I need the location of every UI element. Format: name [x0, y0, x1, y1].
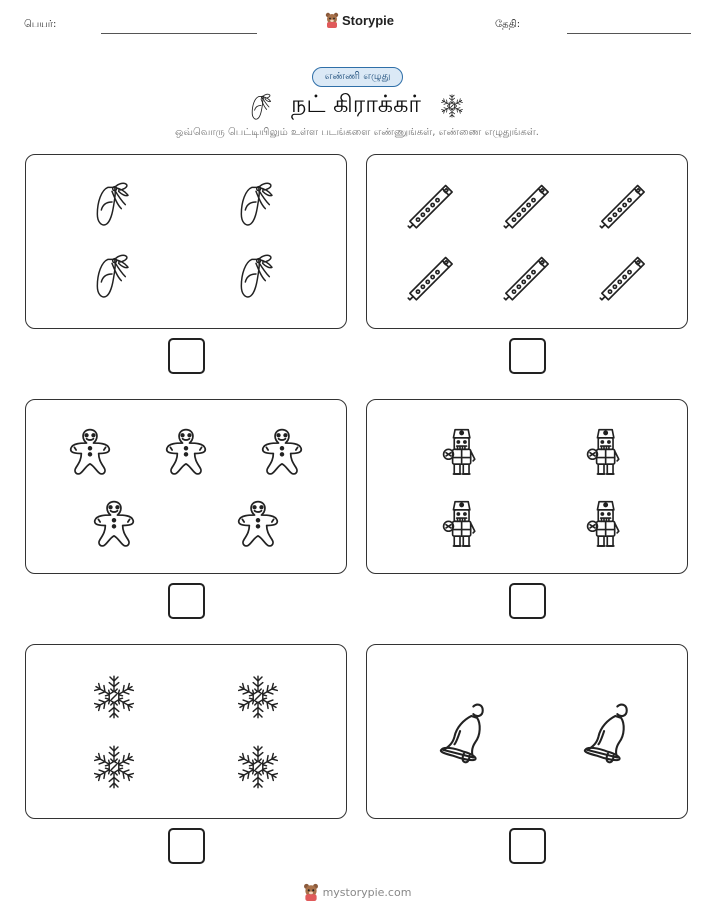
nutcracker-soldier-icon	[581, 496, 627, 550]
snowflake-icon	[234, 673, 282, 721]
footer	[0, 883, 714, 901]
flute-icon	[597, 251, 649, 303]
footer-url[interactable]: mystorypie.com	[322, 885, 412, 899]
nutcracker-soldier-icon	[437, 424, 483, 478]
bear-mascot-icon	[303, 883, 319, 901]
ballet-shoe-icon	[92, 177, 132, 229]
counting-panel-bells	[366, 644, 688, 819]
gingerbread-man-icon	[88, 496, 140, 548]
snowflake-icon	[439, 93, 465, 119]
answer-box[interactable]	[168, 338, 205, 374]
brand-name: Storypie	[342, 12, 395, 28]
bell-icon	[575, 699, 637, 765]
answer-box[interactable]	[509, 583, 546, 619]
bear-mascot-icon	[325, 12, 339, 28]
counting-panel-nutcrackers	[366, 399, 688, 574]
title-row	[0, 90, 714, 121]
ballet-shoe-icon	[249, 91, 273, 121]
snowflake-icon	[90, 673, 138, 721]
ballet-shoe-icon	[236, 177, 276, 229]
gingerbread-man-icon	[256, 424, 308, 476]
counting-panel-snowflakes	[25, 644, 347, 819]
counting-panel-flutes	[366, 154, 688, 329]
answer-box[interactable]	[509, 338, 546, 374]
counting-panel-gingerbread	[25, 399, 347, 574]
flute-icon	[597, 179, 649, 231]
gingerbread-man-icon	[232, 496, 284, 548]
snowflake-icon	[90, 743, 138, 791]
nutcracker-soldier-icon	[437, 496, 483, 550]
nutcracker-soldier-icon	[581, 424, 627, 478]
flute-icon	[405, 179, 457, 231]
flute-icon	[405, 251, 457, 303]
brand-logo	[325, 12, 394, 28]
instructions: ஒவ்வொரு பெட்டியிலும் உள்ள படங்களை எண்ணுங்கள், எண்ணை எழுதுங்கள்.	[175, 127, 539, 138]
flute-icon	[501, 251, 553, 303]
gingerbread-man-icon	[64, 424, 116, 476]
counting-panel-ballet-shoes	[25, 154, 347, 329]
snowflake-icon	[234, 743, 282, 791]
answer-box[interactable]	[168, 828, 205, 864]
name-label: பெயர்:	[24, 19, 57, 30]
category-badge: எண்ணி எழுது	[312, 67, 403, 87]
flute-icon	[501, 179, 553, 231]
name-line[interactable]	[101, 33, 257, 34]
answer-box[interactable]	[509, 828, 546, 864]
date-line[interactable]	[567, 33, 691, 34]
ballet-shoe-icon	[236, 249, 276, 301]
date-label: தேதி:	[495, 19, 521, 30]
ballet-shoe-icon	[92, 249, 132, 301]
bell-icon	[431, 699, 493, 765]
answer-box[interactable]	[168, 583, 205, 619]
page-title: நட் கிராக்கர்	[291, 90, 421, 118]
gingerbread-man-icon	[160, 424, 212, 476]
